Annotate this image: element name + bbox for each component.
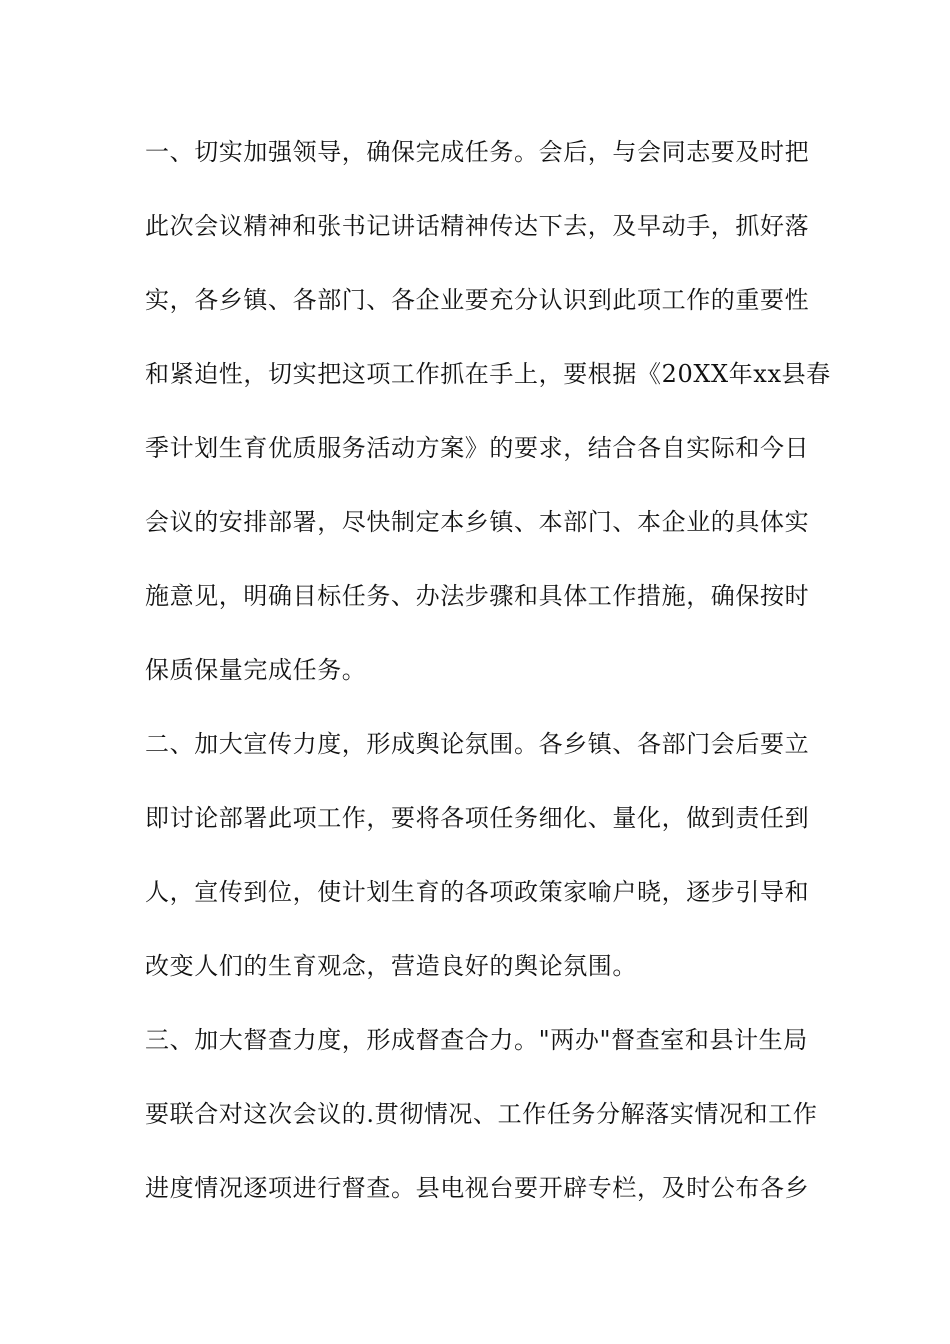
paragraph-1-line-3: 实，各乡镇、各部门、各企业要充分认识到此项工作的重要性 — [145, 286, 810, 314]
paragraph-1-line-1: 一、切实加强领导，确保完成任务。会后，与会同志要及时把 — [145, 138, 810, 166]
paragraph-3-line-3: 进度情况逐项进行督查。县电视台要开辟专栏，及时公布各乡 — [145, 1174, 810, 1202]
document-body — [145, 134, 831, 1244]
paragraph-2-line-2: 即讨论部署此项工作，要将各项任务细化、量化，做到责任到 — [145, 804, 810, 832]
paragraph-1-line-6: 会议的安排部署，尽快制定本乡镇、本部门、本企业的具体实 — [145, 508, 810, 536]
paragraph-3-line-2: 要联合对这次会议的.贯彻情况、工作任务分解落实情况和工作 — [145, 1100, 818, 1128]
paragraph-1-line-2: 此次会议精神和张书记讲话精神传达下去，及早动手，抓好落 — [145, 212, 810, 240]
paragraph-2-line-1: 二、加大宣传力度，形成舆论氛围。各乡镇、各部门会后要立 — [145, 730, 810, 758]
paragraph-1-line-7: 施意见，明确目标任务、办法步骤和具体工作措施，确保按时 — [145, 582, 810, 610]
paragraph-1-line-8: 保质保量完成任务。 — [145, 656, 367, 684]
paragraph-3-line-1: 三、加大督查力度，形成督查合力。"两办"督查室和县计生局 — [145, 1026, 808, 1054]
paragraph-1-line-4: 和紧迫性，切实把这项工作抓在手上，要根据《20XX年xx县春 — [145, 360, 831, 388]
paragraph-2-line-3: 人，宣传到位，使计划生育的各项政策家喻户晓，逐步引导和 — [145, 878, 810, 906]
paragraph-1-line-5: 季计划生育优质服务活动方案》的要求，结合各自实际和今日 — [145, 434, 810, 462]
paragraph-2-line-4: 改变人们的生育观念，营造良好的舆论氛围。 — [145, 952, 637, 980]
